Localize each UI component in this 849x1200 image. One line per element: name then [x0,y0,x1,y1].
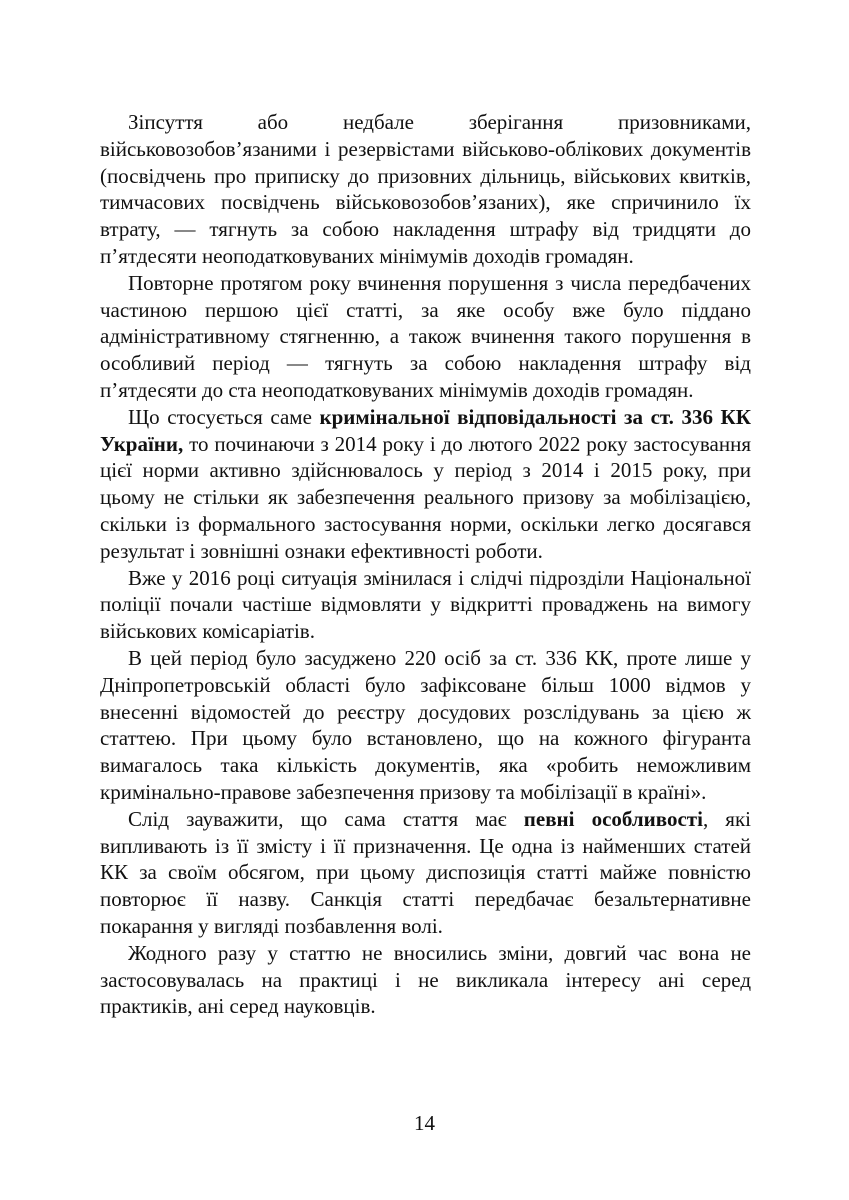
paragraph-text: Жодного разу у статтю не вносились зміни, довгий час вона не застосовувалась на практиці і не викликала інтересу ані серед практиків, ані серед науковців. [100,940,751,1019]
paragraph-text: Зіпсуття або недбале зберігання призовниками, військовозобов’язаними і резервістами військово-облікових документів (посвідчень про приписку до призовних дільниць, військових квитків, тимчасових посвідчень військовозобов’язаних), яке спричинило їх втрату, — тягнуть за собою накладення штрафу від тридцяти до п’ятдесяти неоподатковуваних мінімумів доходів громадян. [100,110,751,268]
paragraph-text: Вже у 2016 році ситуація змінилася і слідчі підрозділи Національної поліції почали частіше відмовляти у відкритті проваджень на вимогу військових комісаріатів. [100,565,751,644]
paragraph-text: В цей період було засуджено 220 осіб за ст. 336 КК, проте лише у Дніпропетровській області було зафіксоване більш 1000 відмов у внесенні відомостей до реєстру досудових розслідувань за цією ж статтею. При цьому було встановлено, що на кожного фігуранта вимагалось така кількість документів, яка «робить неможливим кримінально-правове забезпечення призову та мобілізації в країні». [100,645,751,804]
bold-emphasis: кримінальної відповідальності за ст. 336 КК України, [100,404,751,456]
document-body [100,109,751,1020]
paragraph-text: Що стосується саме [128,404,320,429]
paragraph-text: Слід зауважити, що сама стаття має [128,806,524,831]
paragraph-3 [100,404,751,565]
paragraph-text: Повторне протягом року вчинення порушення з числа передбачених частиною першою цієї статті, за яке особу вже було піддано адміністративному стягненню, а також вчинення такого порушення в особливий період — тягнуть за собою накладення штрафу від п’ятдесяти до ста неоподатковуваних мінімумів доходів громадян. [100,270,751,402]
paragraph-5 [100,645,751,806]
paragraph-7 [100,940,751,1020]
paragraph-text: , які випливають із її змісту і її призначення. Це одна із найменших статей КК за своїм обсягом, при цьому диспозиція статті майже повністю повторює її назву. Санкція статті передбачає безальтернативне покарання у вигляді позбавлення волі. [100,806,751,938]
paragraph-1 [100,109,751,270]
paragraph-4 [100,565,751,645]
paragraph-text: то починаючи з 2014 року і до лютого 2022 року застосування цієї норми активно здійснювалось у період з 2014 і 2015 року, при цьому не стільки як забезпечення реального призову за мобілізацією, скільки із формального застосування норми, оскільки легко досягався результат і зовнішні ознаки ефективності роботи. [100,431,751,563]
paragraph-6 [100,806,751,940]
paragraph-2 [100,270,751,404]
page-number: 14 [414,1111,435,1135]
bold-emphasis: певні особливості [523,806,703,831]
